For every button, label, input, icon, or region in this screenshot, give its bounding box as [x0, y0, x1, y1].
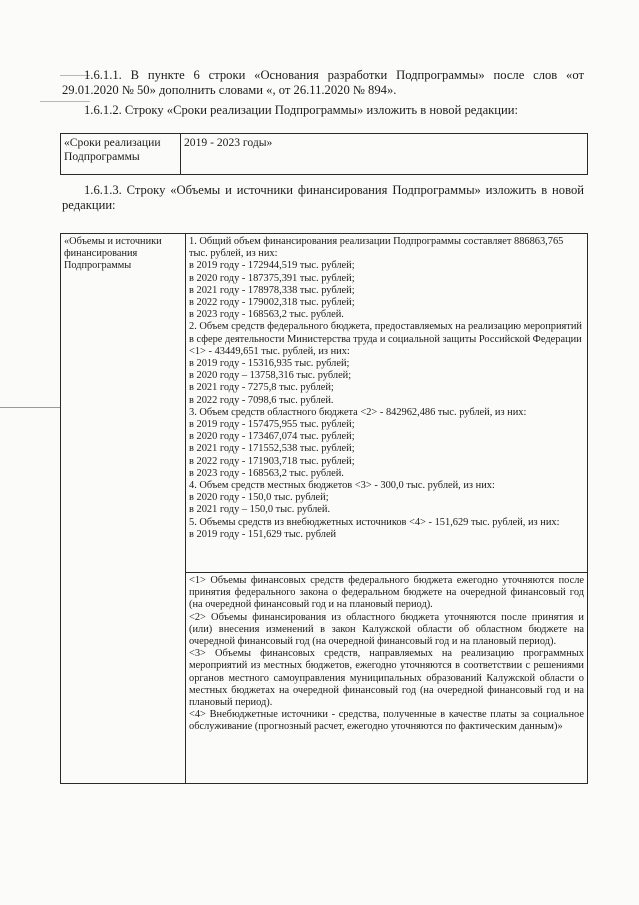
funding-label: «Объемы и источники финансирования Подпрограммы — [61, 234, 186, 784]
funding-amounts — [186, 234, 588, 573]
funding-line: в 2020 году - 150,0 тыс. рублей; — [189, 492, 329, 504]
paragraph-text: 1.6.1.2. Строку «Сроки реализации Подпрограммы» изложить в новой редакции: — [84, 103, 519, 117]
paragraph-text: 1.6.1.3. Строку «Объемы и источники финансирования Подпрограммы» изложить в новой редакции: — [62, 183, 584, 212]
funding-line: 1. Общий объем финансирования реализации Подпрограммы составляет 886863,765 тыс. рублей, из них: — [189, 236, 564, 260]
funding-line: в 2023 году - 168563,2 тыс. рублей. — [189, 467, 344, 479]
funding-line: в 2022 году - 171903,718 тыс. рублей; — [189, 455, 355, 467]
terms-value: 2019 - 2023 годы» — [181, 134, 588, 175]
paragraph-1-6-1-1 — [62, 68, 584, 98]
funding-line: в 2021 году - 7275,8 тыс. рублей; — [189, 382, 334, 394]
funding-line: 3. Объем средств областного бюджета <2> - 842962,486 тыс. рублей, из них: — [189, 406, 527, 418]
footnote: <1> Объемы финансовых средств федерального бюджета ежегодно уточняются после принятия федерального закона о федеральном бюджете на очередной финансовый год (на очередной финансовый год и на плановый период). — [189, 575, 584, 611]
funding-line: в 2019 году - 151,629 тыс. рублей — [189, 528, 337, 540]
footnote: <4> Внебюджетные источники - средства, полученные в качестве платы за социальное обслуживание (прогнозный расчет, ежегодно уточняются по фактическим данным)» — [189, 709, 584, 733]
footnote: <3> Объемы финансовых средств, направляемых на реализацию программных мероприятий из местных бюджетов, ежегодно уточняются в соответствии с решениями органов местного самоуправления муниципальных образований Калужской области о местных бюджетах на очередной финансовый год (на очередной финансовый год и на плановый период). — [189, 648, 584, 709]
scan-artifact — [40, 101, 90, 102]
funding-notes — [186, 573, 588, 784]
funding-line: в 2022 году - 179002,318 тыс. рублей; — [189, 297, 355, 309]
terms-table — [60, 133, 588, 175]
funding-line: в 2020 году - 187375,391 тыс. рублей; — [189, 272, 355, 284]
funding-line: в 2019 году - 15316,935 тыс. рублей; — [189, 358, 350, 370]
funding-line: в 2022 году - 7098,6 тыс. рублей. — [189, 394, 334, 406]
funding-line: в 2020 году – 13758,316 тыс. рублей; — [189, 370, 352, 382]
paragraph-1-6-1-3 — [62, 183, 584, 213]
funding-line: в 2021 году - 178978,338 тыс. рублей; — [189, 284, 355, 296]
funding-line: 4. Объем средств местных бюджетов <3> - 300,0 тыс. рублей, из них: — [189, 480, 495, 492]
funding-line: в 2020 году - 173467,074 тыс. рублей; — [189, 431, 355, 443]
scan-artifact — [0, 407, 60, 408]
funding-line: в 2021 году - 171552,538 тыс. рублей; — [189, 443, 355, 455]
funding-line: в 2019 году - 157475,955 тыс. рублей; — [189, 419, 355, 431]
funding-line: в 2023 году - 168563,2 тыс. рублей. — [189, 309, 344, 321]
paragraph-1-6-1-2 — [62, 103, 584, 118]
funding-line: 2. Объем средств федерального бюджета, предоставляемых на реализацию мероприятий в сфере деятельности Министерства труда и социальной защиты Российской Федерации <1> - 43449,651 тыс. рублей, из них: — [189, 321, 582, 357]
funding-line: в 2019 году - 172944,519 тыс. рублей; — [189, 260, 355, 272]
footnote: <2> Объемы финансирования из областного бюджета уточняются после принятия и (или) внесения изменений в закон Калужской области об областном бюджете на очередной финансовый год (на очередной финансовый год и на плановый период). — [189, 611, 584, 648]
funding-line: 5. Объемы средств из внебюджетных источников <4> - 151,629 тыс. рублей, из них: — [189, 516, 560, 528]
terms-label: «Сроки реализации Подпрограммы — [61, 134, 181, 175]
paragraph-text: 1.6.1.1. В пункте 6 строки «Основания разработки Подпрограммы» после слов «от 29.01.2020 № 50» дополнить словами «, от 26.11.2020 № 894». — [62, 68, 584, 97]
funding-line: в 2021 году – 150,0 тыс. рублей. — [189, 504, 331, 516]
funding-table — [60, 233, 588, 784]
